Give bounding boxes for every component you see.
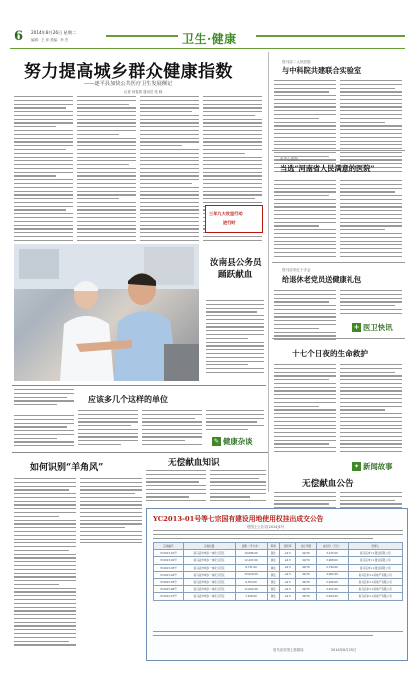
right-mid-title: 当选“河南省人民满意的医院” <box>280 164 375 173</box>
table-header-cell: 竞得人 <box>348 543 402 550</box>
table-cell: 7,918.00 <box>235 593 267 600</box>
section-title: 卫生·健康 <box>182 32 237 46</box>
talk-column-tag <box>212 437 266 447</box>
lead-headline: 努力提高城乡群众健康指数 <box>24 62 233 82</box>
table-cell: 商住 <box>267 578 279 585</box>
cross-icon: + <box>353 323 360 331</box>
right-top-body-col2 <box>340 80 402 176</box>
right-mid-body-col2 <box>340 180 402 262</box>
table-row <box>154 593 403 600</box>
table-cell: 驻马店市××置业有限公司 <box>348 550 402 557</box>
photo-rule <box>12 385 266 386</box>
table-cell: YC2013-05号 <box>154 578 184 585</box>
speech-icon: ✎ <box>213 438 220 445</box>
mid-body-col2 <box>78 410 138 450</box>
header-rule <box>10 48 405 49</box>
lead-body-col1 <box>14 96 73 246</box>
right-rule-1 <box>272 150 405 151</box>
bottom-left-title: 如何识别“羊角风” <box>30 463 104 473</box>
mid-body-col3 <box>142 410 202 450</box>
bottom-right-title: 无偿献血公告 <box>302 479 354 489</box>
news-column-label: 医卫快讯 <box>363 323 393 332</box>
photo-caption-title: 汝南县公务员 <box>210 258 262 268</box>
col-divider-right <box>268 52 269 492</box>
bid-notice-box <box>146 508 408 661</box>
photo-caption-text <box>206 300 264 378</box>
table-cell: 驻马店市城乡一体化示范区 <box>183 571 235 578</box>
table-cell: 驻马店市××房地产有限公司 <box>348 571 402 578</box>
bid-notice-footer-right: 2014年8月25日 <box>331 648 357 652</box>
table-row <box>154 550 403 557</box>
table-cell: 40/70 <box>296 586 316 593</box>
table-cell: ≤2.5 <box>279 550 295 557</box>
table-cell: 驻马店市城乡一体化示范区 <box>183 578 235 585</box>
right-top-kicker: 驻马店二人民医院 <box>282 60 311 64</box>
bottom-mid-col1 <box>146 470 206 506</box>
bottom-mid-col2 <box>210 470 266 506</box>
right-rule-3 <box>272 338 405 339</box>
table-cell: 3,452.00 <box>316 586 348 593</box>
story-column-label: 新闻故事 <box>363 462 393 471</box>
lead-body-col3 <box>140 96 199 246</box>
table-cell: YC2013-06号 <box>154 586 184 593</box>
photo-caption-title2: 踊跃献血 <box>218 270 253 280</box>
table-cell: 驻马店市××置业有限公司 <box>348 564 402 571</box>
bid-notice-footer-left: 驻马店市国土资源局 <box>273 648 304 652</box>
table-cell: 驻马店市城乡一体化示范区 <box>183 564 235 571</box>
table-cell: 驻马店市城乡一体化示范区 <box>183 550 235 557</box>
table-cell: 4,902.00 <box>316 571 348 578</box>
table-cell: YC2013-04号 <box>154 571 184 578</box>
table-cell: 15,620.00 <box>235 571 267 578</box>
table-row <box>154 578 403 585</box>
photo-scene <box>14 244 199 381</box>
table-cell: YC2013-02号 <box>154 557 184 564</box>
table-header-cell: 宗地位置 <box>183 543 235 550</box>
table-cell: 3,908.00 <box>316 557 348 564</box>
header-green-bar-right <box>256 35 405 37</box>
table-header-row <box>154 543 403 550</box>
table-cell: YC2013-07号 <box>154 593 184 600</box>
table-cell: 商住 <box>267 593 279 600</box>
bottom-left-col1 <box>14 478 76 650</box>
talk-column-label: 健康杂谈 <box>223 437 253 446</box>
table-cell: ≤2.5 <box>279 557 295 564</box>
table-header-cell: 用途 <box>267 543 279 550</box>
table-row <box>154 586 403 593</box>
lead-subtitle: ——逐平县加快公共医疗卫生发展侧记 <box>84 81 173 87</box>
right-donation-title: 给退休老党员送健康礼包 <box>282 275 362 284</box>
table-row <box>154 557 403 564</box>
table-row <box>154 564 403 571</box>
table-cell: 12,447.00 <box>235 557 267 564</box>
table-cell: 驻马店市××房地产有限公司 <box>348 578 402 585</box>
mid-left-title: 应该多几个这样的单位 <box>88 394 168 404</box>
news-column-tag <box>352 323 404 333</box>
bid-notice-intro <box>153 530 403 542</box>
table-cell: 驻马店市××房地产有限公司 <box>348 593 402 600</box>
lead-byline: 记者 何春燕 通讯员 张 晓 <box>124 90 163 94</box>
table-cell: 8,731.00 <box>235 564 267 571</box>
table-header-cell: 容积率 <box>279 543 295 550</box>
right-story-body-col1 <box>274 364 336 456</box>
right-rule-2 <box>272 262 405 263</box>
table-cell: YC2013-01号 <box>154 550 184 557</box>
bid-notice-title: YC2013-01号等七宗国有建设用地使用权挂出成交公告 <box>153 515 324 523</box>
table-cell: 驻马店市城乡一体化示范区 <box>183 557 235 564</box>
mid-body-col4 <box>206 410 264 434</box>
table-header-cell: 宗地编号 <box>154 543 184 550</box>
flag-icon: ✦ <box>353 463 360 470</box>
campaign-badge <box>205 205 263 233</box>
table-cell: YC2013-03号 <box>154 564 184 571</box>
right-donation-body-col1 <box>274 290 336 342</box>
table-cell: 驻马店市××置业有限公司 <box>348 557 402 564</box>
table-cell: ≤2.5 <box>279 571 295 578</box>
table-cell: 商住 <box>267 571 279 578</box>
table-cell: 商住 <box>267 564 279 571</box>
right-story-title: 十七个日夜的生命救护 <box>292 349 368 358</box>
table-cell: ≤2.5 <box>279 593 295 600</box>
table-cell: 40/70 <box>296 571 316 578</box>
table-cell: 商住 <box>267 586 279 593</box>
right-donation-body-col2 <box>340 290 402 318</box>
table-cell: 40/70 <box>296 564 316 571</box>
mid-intro-text <box>14 389 74 413</box>
table-header-cell: 面积（平方米） <box>235 543 267 550</box>
table-cell: 9,354.00 <box>235 578 267 585</box>
campaign-badge-line2: 进行时 <box>223 220 236 225</box>
bid-result-table <box>153 542 403 601</box>
table-cell: 10,086.00 <box>235 550 267 557</box>
table-cell: 2,740.00 <box>316 564 348 571</box>
header-green-bar <box>106 35 178 37</box>
mid-rule <box>12 452 268 453</box>
table-cell: 驻马店市城乡一体化示范区 <box>183 586 235 593</box>
table-cell: 40/70 <box>296 557 316 564</box>
right-top-title: 与中科院共建联合实验室 <box>282 66 362 75</box>
page-header <box>10 20 405 46</box>
table-cell: 40/70 <box>296 593 316 600</box>
table-cell: 2,936.00 <box>316 578 348 585</box>
table-cell: 3,215.00 <box>316 550 348 557</box>
table-cell: 商住 <box>267 550 279 557</box>
bottom-left-col2 <box>80 478 142 548</box>
bid-notice-subtitle: 驻国土公告字[2014]1号 <box>247 525 285 529</box>
table-cell: 2,484.00 <box>316 593 348 600</box>
table-cell: ≤2.5 <box>279 564 295 571</box>
right-mid-kicker: 市中心医院 <box>280 157 298 161</box>
table-cell: 40/70 <box>296 578 316 585</box>
table-cell: 商住 <box>267 557 279 564</box>
table-cell: 40/70 <box>296 550 316 557</box>
table-cell: 驻马店市××房地产有限公司 <box>348 586 402 593</box>
page-number: 6 <box>14 29 24 44</box>
editor-line: 编辑：王 沛 美编：李 杰 <box>31 38 69 42</box>
right-donation-kicker: 驻马店市红十字会 <box>282 268 311 272</box>
campaign-badge-line1: 三年九大攻坚行动 <box>209 211 243 216</box>
lead-body-col2 <box>77 96 136 246</box>
right-story-body-col2 <box>340 364 402 456</box>
table-header-cell: 出让年限 <box>296 543 316 550</box>
table-cell: 11,002.00 <box>235 586 267 593</box>
mid-body-col1 <box>14 415 74 451</box>
story-column-tag <box>352 462 404 472</box>
table-row <box>154 571 403 578</box>
table-cell: ≤2.5 <box>279 586 295 593</box>
date-line: 2014年8月26日 星期二 <box>31 30 77 35</box>
table-cell: 驻马店市城乡一体化示范区 <box>183 593 235 600</box>
bottom-mid-title: 无偿献血知识 <box>168 458 220 468</box>
bid-notice-footnote <box>153 631 403 643</box>
table-header-cell: 成交价（万元） <box>316 543 348 550</box>
table-cell: ≤2.5 <box>279 578 295 585</box>
photo-blood-donation <box>14 244 199 381</box>
right-mid-body-col1 <box>274 180 336 262</box>
